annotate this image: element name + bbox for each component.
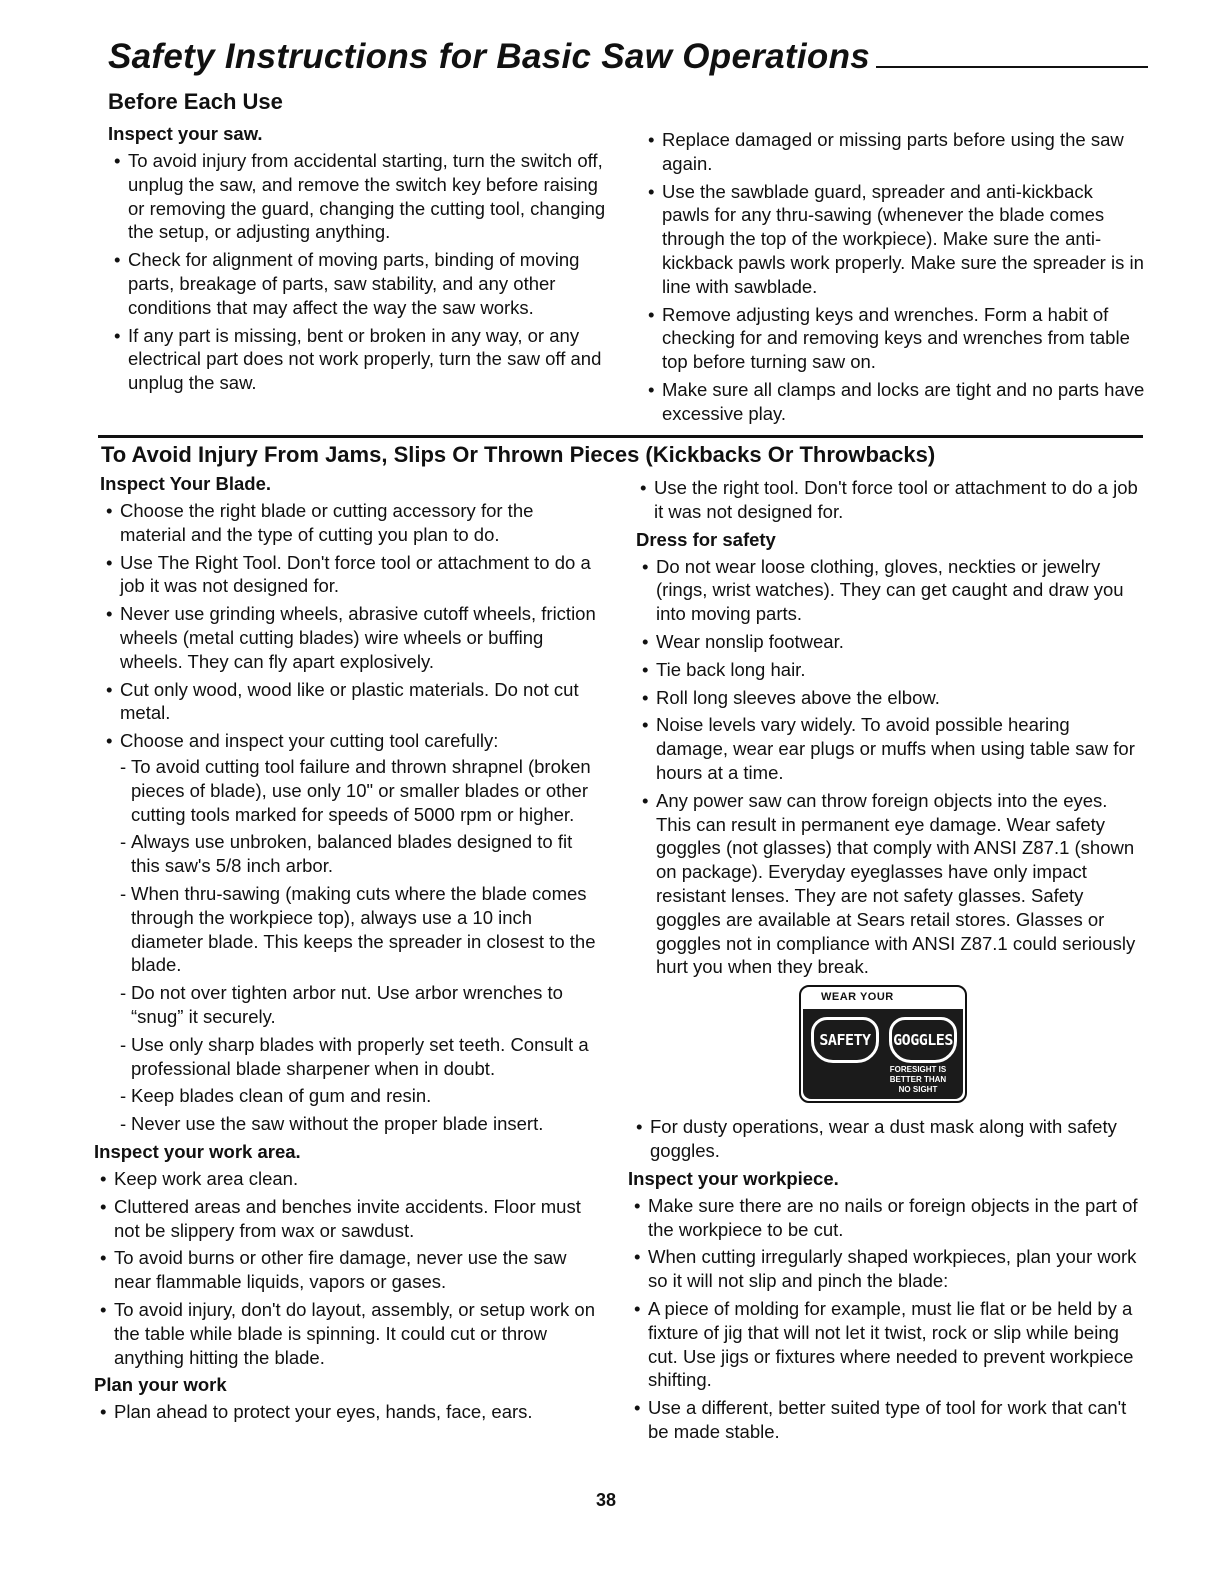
list-item: • If any part is missing, bent or broken in any way, or any electrical part does not work properly, turn the saw off and unplug the saw.: [108, 324, 608, 395]
badge-top-text: WEAR YOUR: [821, 991, 894, 1003]
list-item: • Roll long sleeves above the elbow.: [636, 686, 1143, 710]
list-item: • For dusty operations, wear a dust mask along with safety goggles.: [630, 1115, 1143, 1163]
list-item: • Replace damaged or missing parts before using the saw again.: [642, 128, 1145, 176]
list-item: • Remove adjusting keys and wrenches. Form a habit of checking for and removing keys and wrenches from table top before turning saw on.: [642, 303, 1145, 374]
before-use-right-list: [642, 128, 1145, 426]
list-item: • Any power saw can throw foreign objects into the eyes. This can result in permanent eye damage. Wear safety goggles (not glasses) that comply with ANSI Z87.1 (shown on package). Everyday eyeglasses have only impact resistant lenses. They are not safety glasses. Safety goggles are available at Sears retail stores. Glasses or goggles not in compliance with ANSI Z87.1 could seriously hurt you when they break.: [636, 789, 1143, 979]
section1-right-column: [642, 128, 1145, 430]
section1-left-column: [108, 88, 608, 399]
inspect-blade-heading: Inspect Your Blade.: [100, 473, 271, 494]
sub-list-item: - Use only sharp blades with properly set teeth. Consult a professional blade sharpener when in doubt.: [120, 1033, 604, 1081]
list-item: • Check for alignment of moving parts, binding of moving parts, breakage of parts, saw stability, and any other conditions that may affect the way the saw works.: [108, 248, 608, 319]
list-item: • Plan ahead to protect your eyes, hands, face, ears.: [94, 1400, 604, 1424]
title-rule: [876, 66, 1148, 68]
badge-left-lens: SAFETY: [811, 1017, 879, 1063]
list-item: • Keep work area clean.: [94, 1167, 604, 1191]
goggles-illustration: [803, 1009, 963, 1099]
section2-right-column: [628, 476, 1143, 1448]
list-item: • Do not wear loose clothing, gloves, neckties or jewelry (rings, wrist watches). They can get caught and draw you into moving parts.: [636, 555, 1143, 626]
sub-list-item: - Never use the saw without the proper blade insert.: [120, 1112, 604, 1136]
sub-list-item: - Keep blades clean of gum and resin.: [120, 1084, 604, 1108]
badge-right-lens: GOGGLES: [889, 1017, 957, 1063]
right-tool-list: [628, 476, 1143, 524]
section2-left-column: [94, 470, 604, 1428]
workpiece-list: [628, 1194, 1143, 1444]
list-item: • Cut only wood, wood like or plastic materials. Do not cut metal.: [100, 678, 604, 726]
list-item: • Use The Right Tool. Don't force tool or attachment to do a job it was not designed for.: [100, 551, 604, 599]
inspect-saw-list: [108, 149, 608, 395]
sub-list-item: - To avoid cutting tool failure and thrown shrapnel (broken pieces of blade), use only 10" or smaller blades or other cutting tools marked for speeds of 5000 rpm or higher.: [120, 755, 604, 826]
inspect-saw-heading: Inspect your saw.: [108, 123, 263, 144]
page-title: Safety Instructions for Basic Saw Operations: [108, 37, 871, 76]
sub-list-item: - When thru-sawing (making cuts where the blade comes through the workpiece top), always use a 10 inch diameter blade. This keeps the spreader in closest to the blade.: [120, 882, 604, 977]
inspect-blade-list: [94, 499, 604, 1136]
kickback-section-heading: To Avoid Injury From Jams, Slips Or Thrown Pieces (Kickbacks Or Throwbacks): [101, 442, 936, 467]
list-item: • Noise levels vary widely. To avoid possible hearing damage, wear ear plugs or muffs when using table saw for hours at a time.: [636, 713, 1143, 784]
sub-list-item: - Do not over tighten arbor nut. Use arbor wrenches to “snug” it securely.: [120, 981, 604, 1029]
list-item: • Make sure all clamps and locks are tight and no parts have excessive play.: [642, 378, 1145, 426]
list-item: • A piece of molding for example, must lie flat or be held by a fixture of jig that will not let it twist, rock or slip while being cut. Use jigs or fixtures where needed to prevent workpiece shifting.: [628, 1297, 1143, 1392]
badge-slogan: FORESIGHT IS BETTER THAN NO SIGHT: [889, 1065, 947, 1094]
section-divider: [98, 435, 1143, 438]
list-item: • Wear nonslip footwear.: [636, 630, 1143, 654]
page-title-row: [108, 38, 1148, 77]
list-item: • To avoid injury from accidental starting, turn the switch off, unplug the saw, and remove the switch key before raising or removing the guard, changing the cutting tool, changing the setup, or adjusting anything.: [108, 149, 608, 244]
plan-work-heading: Plan your work: [94, 1374, 227, 1396]
list-item: • When cutting irregularly shaped workpieces, plan your work so it will not slip and pinch the blade:: [628, 1245, 1143, 1293]
before-each-use-heading: Before Each Use: [108, 89, 283, 114]
cutting-tool-sublist: [120, 755, 604, 1136]
page-number: 38: [596, 1490, 617, 1510]
work-area-heading: Inspect your work area.: [94, 1140, 301, 1162]
workpiece-heading: Inspect your workpiece.: [628, 1167, 839, 1189]
safety-goggles-badge: [799, 985, 967, 1103]
dress-list: [628, 555, 1143, 980]
list-item: • To avoid injury, don't do layout, assembly, or setup work on the table while blade is spinning. It could cut or throw anything hitting the blade.: [94, 1298, 604, 1369]
list-item: • Choose the right blade or cutting accessory for the material and the type of cutting you plan to do.: [100, 499, 604, 547]
list-item: • Use the sawblade guard, spreader and anti-kickback pawls for any thru-sawing (whenever the blade comes through the top of the workpiece). Make sure the anti-kickback pawls work properly. Make sure the spreader is in line with sawblade.: [642, 180, 1145, 299]
sub-list-item: - Always use unbroken, balanced blades designed to fit this saw's 5/8 inch arbor.: [120, 830, 604, 878]
list-item: • Tie back long hair.: [636, 658, 1143, 682]
dust-list: [628, 1115, 1143, 1163]
list-item-text: Choose and inspect your cutting tool carefully:: [120, 730, 499, 752]
list-item: [100, 729, 604, 1136]
list-item: • Never use grinding wheels, abrasive cutoff wheels, friction wheels (metal cutting blades) wire wheels or buffing wheels. They can fly apart explosively.: [100, 602, 604, 673]
list-item: • Use a different, better suited type of tool for work that can't be made stable.: [628, 1396, 1143, 1444]
list-item: • Make sure there are no nails or foreign objects in the part of the workpiece to be cut.: [628, 1194, 1143, 1242]
plan-work-list: [94, 1400, 604, 1424]
list-item: • Use the right tool. Don't force tool or attachment to do a job it was not designed for.: [634, 476, 1143, 524]
list-item: • Cluttered areas and benches invite accidents. Floor must not be slippery from wax or sawdust.: [94, 1195, 604, 1243]
list-item: • To avoid burns or other fire damage, never use the saw near flammable liquids, vapors or gases.: [94, 1246, 604, 1294]
work-area-list: [94, 1167, 604, 1369]
dress-heading: Dress for safety: [636, 528, 776, 550]
